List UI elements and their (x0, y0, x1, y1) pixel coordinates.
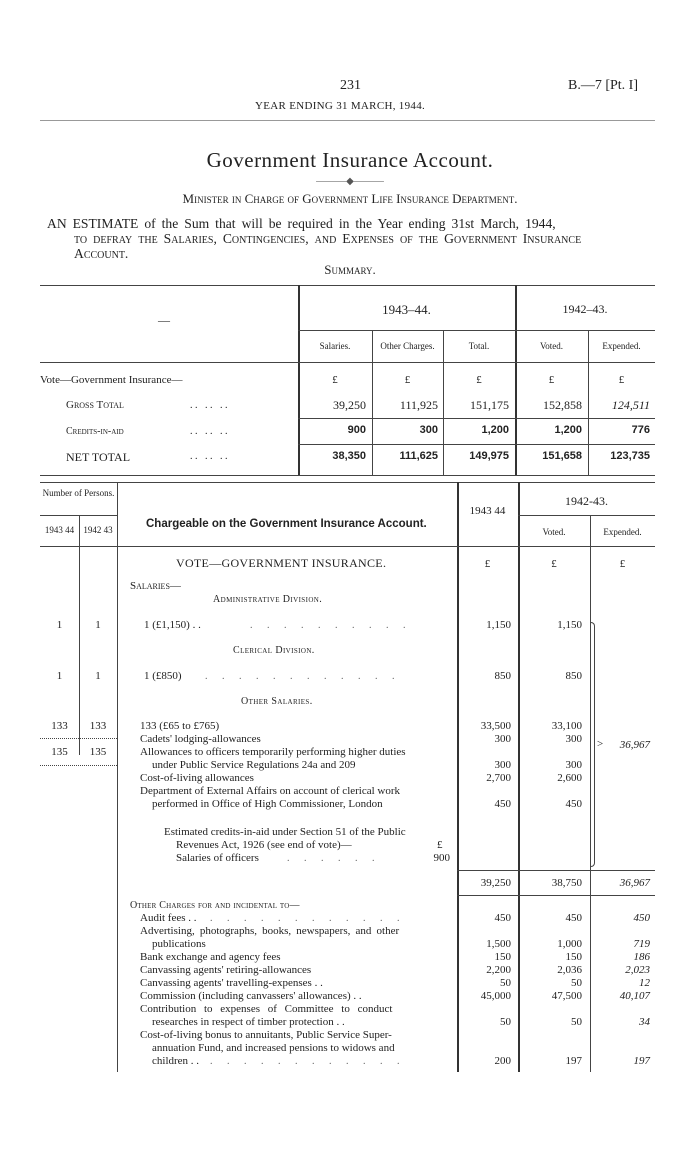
charge-amount: 2,200 (486, 964, 511, 976)
charge-text: Canvassing agents' retiring-allowances (140, 964, 312, 976)
detail-other-line-text: Department of External Affairs on account of clerical work (140, 785, 401, 797)
summary-row-net-other: 111,625 (399, 450, 438, 462)
summary-credits-rule (298, 444, 655, 445)
detail-header-rule (40, 546, 655, 547)
detail-other-p1b: 135 (51, 746, 68, 758)
summary-row-net-dots: . . . . . . (190, 451, 228, 462)
detail-salaries-expended-total: 36,967 (619, 877, 650, 889)
summary-col-salaries: Salaries. (319, 341, 351, 351)
charge-text: Bank exchange and agency fees (140, 951, 281, 963)
detail-admin-voted: 1,150 (557, 619, 582, 631)
detail-admin-division: Administrative Division. (213, 594, 323, 605)
minister-line: Minister in Charge of Government Life Insurance Department. (182, 191, 518, 206)
estimate-line-3: Account. (74, 246, 129, 261)
detail-other-line-voted: 300 (565, 733, 582, 745)
summary-row-net-total: 149,975 (469, 450, 509, 462)
detail-col-voted: Voted. (542, 527, 566, 537)
charge-voted: 150 (565, 951, 582, 963)
detail-pound-amount: £ (484, 558, 491, 570)
detail-p1-rule (40, 738, 79, 739)
detail-clerical-leaders: . . . . . . . . . . . . (205, 671, 401, 682)
detail-admin-line: 1 (£1,150) . . (144, 619, 201, 631)
charge-voted: 50 (571, 1016, 582, 1028)
summary-row-credits-total: 1,200 (481, 424, 509, 436)
detail-other-line-voted: 450 (565, 798, 582, 810)
detail-pound-expended: £ (619, 558, 626, 570)
charge-text: annuation Fund, and increased pensions to widows and (152, 1042, 395, 1054)
charge-text: researches in respect of timber protection . . (152, 1016, 345, 1028)
detail-admin-p2: 1 (95, 619, 101, 631)
charge-expended: 719 (633, 938, 650, 950)
summary-year-current: 1943–44. (382, 302, 431, 317)
detail-top-rule (40, 482, 655, 483)
summary-pound-expended: £ (618, 374, 625, 386)
detail-col-1943: 1943 44 (44, 525, 75, 535)
summary-row-net-voted: 151,658 (542, 450, 582, 462)
summary-row-gross-other: 111,925 (399, 398, 438, 412)
charge-amount: 150 (494, 951, 511, 963)
detail-p-bottom-rule (40, 765, 117, 766)
summary-header-rule (40, 362, 655, 363)
estimate-line-1: AN ESTIMATE of the Sum that will be required in the Year ending 31st March, 1944, (47, 216, 556, 231)
summary-row-gross-voted: 152,858 (543, 398, 582, 412)
summary-row-credits-voted: 1,200 (554, 424, 582, 436)
charge-expended: 186 (633, 951, 650, 963)
charge-text: Contribution to expenses of Committee to conduct (140, 1003, 393, 1015)
detail-credits-amount: 900 (433, 852, 450, 864)
detail-clerical-division: Clerical Division. (233, 645, 315, 656)
detail-admin-p1: 1 (56, 619, 63, 631)
detail-prev-year-rule (518, 515, 655, 516)
detail-other-line-amount: 300 (494, 733, 511, 745)
detail-other-line-text: 133 (£65 to £765) (140, 720, 220, 732)
detail-col-year-previous: 1942-43. (565, 494, 608, 508)
charge-amount: 200 (494, 1055, 511, 1067)
detail-bracket-expended: 36,967 (619, 739, 650, 751)
summary-top-rule (40, 285, 655, 286)
detail-clerical-voted: 850 (565, 670, 582, 682)
summary-row-credits-salaries: 900 (347, 424, 366, 436)
summary-row-net-salaries: 38,350 (332, 450, 366, 462)
charge-text: Commission (including canvassers' allowances) . . (140, 990, 362, 1002)
summary-row-gross-salaries: 39,250 (333, 398, 366, 412)
charge-amount: 50 (500, 1016, 511, 1028)
detail-clerical-amount: 850 (494, 670, 511, 682)
detail-other-line-text: Cost-of-living allowances (140, 772, 254, 784)
expended-bracket (590, 622, 595, 867)
detail-other-line-voted: 33,100 (551, 720, 582, 732)
title-ornament: ———◆——— (316, 176, 384, 187)
charge-text: children . . (152, 1055, 200, 1067)
detail-other-p2a: 133 (89, 720, 107, 732)
summary-row-gross-dots: . . . . . . (190, 400, 228, 411)
charge-voted: 47,500 (551, 990, 582, 1002)
detail-other-p1a: 133 (51, 720, 68, 732)
detail-salaries-total: 39,250 (480, 877, 511, 889)
detail-admin-amount: 1,150 (486, 619, 511, 631)
charge-text: Canvassing agents' travelling-expenses . . (140, 977, 323, 989)
charge-text: publications (152, 938, 206, 950)
detail-col-year-current: 1943 44 (469, 505, 506, 517)
detail-p2-rule (79, 738, 117, 739)
detail-credits-leaders: . . . . . . (287, 853, 381, 864)
detail-persons-rule (40, 515, 117, 516)
charge-amount: 450 (494, 912, 511, 924)
detail-other-salaries: Other Salaries. (241, 696, 313, 707)
summary-row-credits-label: Credits-in-aid (66, 426, 124, 437)
document-reference: B.—7 [Pt. I] (568, 78, 638, 93)
estimate-line-2: to defray the Salaries, Contingencies, and Expenses of the Government Insurance (74, 231, 582, 246)
detail-credits-note-2: Revenues Act, 1926 (see end of vote)— (176, 839, 352, 851)
detail-persons-right (117, 482, 118, 1072)
charge-voted: 50 (571, 977, 582, 989)
charge-leaders: . . . . . . . . . . . . (210, 913, 406, 924)
charge-expended: 34 (639, 1016, 650, 1028)
summary-col-total: Total. (468, 341, 490, 351)
page-number: 231 (340, 78, 361, 93)
charge-expended: 40,107 (619, 990, 650, 1002)
summary-vote-label: Vote—Government Insurance— (40, 374, 183, 386)
summary-title: Summary. (324, 262, 376, 277)
charge-voted: 197 (565, 1055, 582, 1067)
detail-other-line-amount: 300 (494, 759, 511, 771)
charge-voted: 2,036 (557, 964, 582, 976)
detail-col-1942: 1942 43 (83, 525, 113, 535)
charge-expended: 12 (639, 977, 650, 989)
detail-other-line-amount: 2,700 (486, 772, 511, 784)
detail-clerical-line: 1 (£850) (144, 670, 182, 682)
detail-other-line-amount: 450 (494, 798, 511, 810)
page-title: Government Insurance Account. (206, 148, 494, 172)
summary-row-gross-expended: 124,511 (611, 398, 650, 412)
detail-subtotal-rule-bottom (457, 895, 655, 896)
summary-pound-salaries: £ (332, 374, 338, 386)
charge-leaders: . . . . . . . . . . . . (210, 1056, 406, 1067)
charge-expended: 450 (633, 912, 650, 924)
header-rule (40, 120, 655, 121)
detail-credits-pound: £ (437, 839, 443, 851)
charge-voted: 450 (565, 912, 582, 924)
detail-other-line-text: performed in Office of High Commissioner, London (152, 798, 383, 810)
summary-row-gross-label: Gross Total (66, 399, 124, 411)
expended-bracket-point: > (597, 738, 604, 750)
summary-row-net-label: NET TOTAL (66, 450, 131, 464)
detail-other-line-text: under Public Service Regulations 24a and 209 (152, 759, 356, 771)
detail-credits-note-3: Salaries of officers (176, 852, 259, 864)
detail-salaries-voted-total: 38,750 (551, 877, 582, 889)
detail-other-line-amount: 33,500 (480, 720, 511, 732)
summary-pound-other: £ (404, 374, 411, 386)
detail-persons-header: Number of Persons. (42, 488, 115, 498)
summary-row-credits-expended: 776 (631, 424, 650, 436)
detail-pound-voted: £ (551, 558, 557, 570)
summary-year-previous: 1942–43. (562, 302, 608, 316)
detail-admin-leaders: . . . . . . . . . . (250, 620, 412, 631)
charge-expended: 197 (633, 1055, 650, 1067)
charge-text: Audit fees . . (140, 912, 197, 924)
detail-clerical-p2: 1 (95, 670, 101, 682)
charge-amount: 1,500 (486, 938, 511, 950)
detail-col-expended: Expended. (603, 527, 642, 537)
summary-row-credits-dots: . . . . . . (190, 426, 228, 437)
charge-voted: 1,000 (557, 938, 582, 950)
summary-col-other: Other Charges. (380, 341, 435, 351)
detail-clerical-p1: 1 (56, 670, 63, 682)
summary-col-voted: Voted. (539, 341, 564, 351)
charge-amount: 45,000 (480, 990, 511, 1002)
detail-other-line-voted: 2,600 (557, 772, 582, 784)
detail-persons-divider (79, 515, 80, 755)
detail-credits-note-1: Estimated credits-in-aid under Section 51 of the Public (164, 826, 406, 838)
charge-amount: 50 (500, 977, 511, 989)
charge-expended: 2,023 (625, 964, 650, 976)
summary-pound-voted: £ (548, 374, 555, 386)
summary-pound-total: £ (476, 374, 482, 386)
detail-vote-title: VOTE—GOVERNMENT INSURANCE. (176, 556, 387, 570)
summary-dash: — (158, 313, 170, 327)
detail-salaries-heading: Salaries— (130, 580, 181, 592)
detail-other-line-text: Cadets' lodging-allowances (140, 733, 261, 745)
detail-subtotal-rule-top (457, 870, 655, 871)
detail-chargeable: Chargeable on the Government Insurance Account. (146, 518, 427, 530)
charge-text: Cost-of-living bonus to annuitants, Public Service Super- (140, 1029, 392, 1041)
summary-year-rule-previous (515, 330, 655, 331)
summary-bottom-rule (40, 475, 655, 476)
detail-other-line-text: Allowances to officers temporarily performing higher duties (140, 746, 406, 758)
summary-gross-rule (298, 418, 655, 419)
detail-other-line-voted: 300 (565, 759, 582, 771)
summary-col-expended: Expended. (602, 341, 641, 351)
detail-other-p2b: 135 (89, 746, 107, 758)
summary-row-credits-other: 300 (419, 424, 438, 436)
summary-year-rule-current (298, 330, 515, 331)
charge-text: Advertising, photographs, books, newspapers, and other (140, 925, 400, 937)
summary-row-gross-total: 151,175 (470, 398, 509, 412)
year-line: YEAR ENDING 31 MARCH, 1944. (255, 100, 426, 112)
summary-row-net-expended: 123,735 (610, 450, 650, 462)
detail-other-charges-heading: Other Charges for and incidental to— (130, 900, 300, 911)
